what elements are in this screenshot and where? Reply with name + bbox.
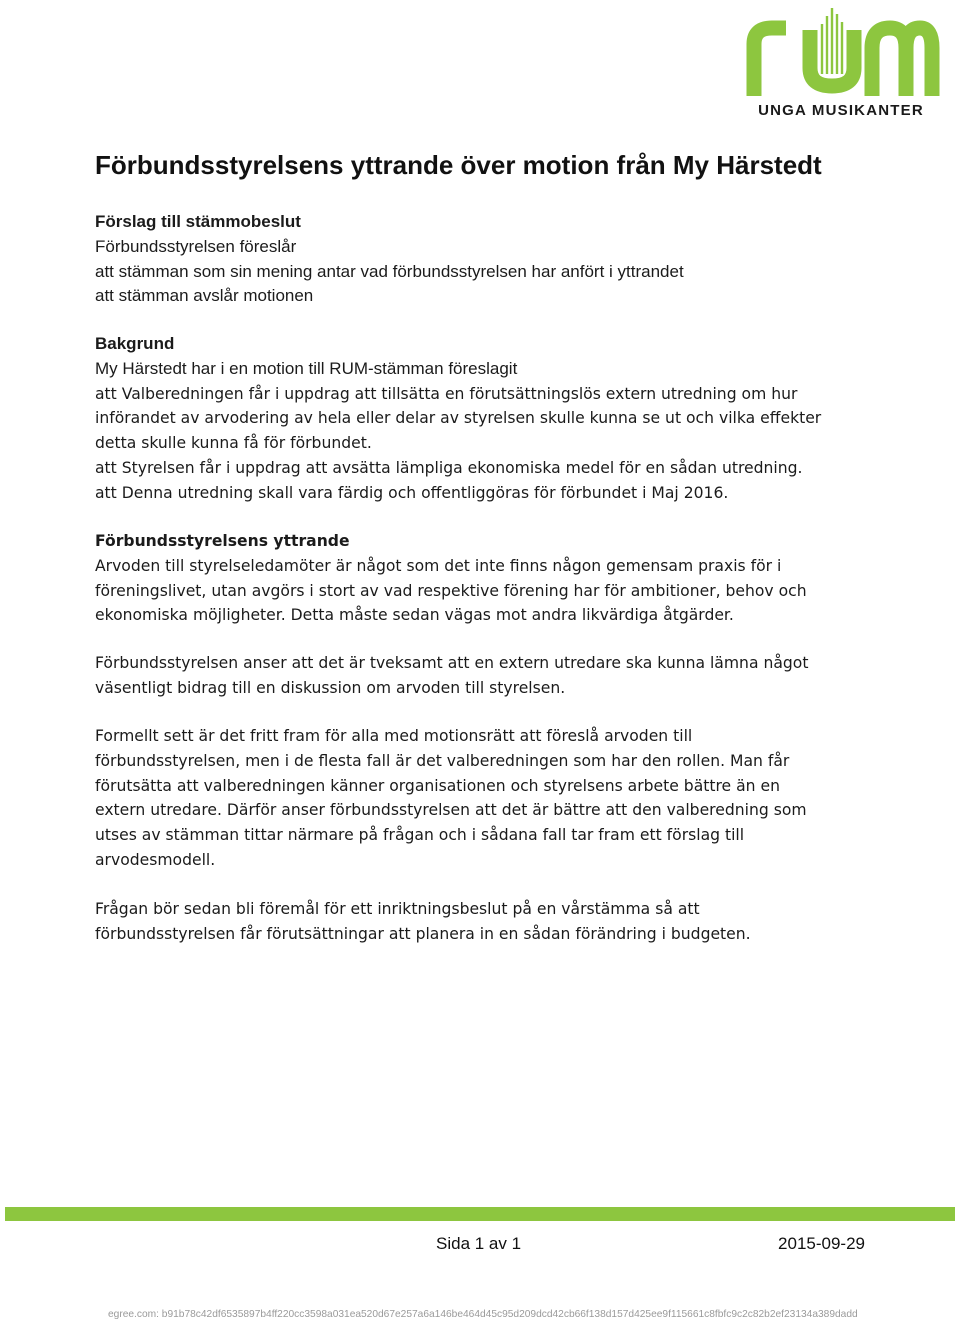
paragraph-line: Förbundsstyrelsen anser att det är tveksamt att en extern utredare ska kunna lämna något [95,654,809,672]
paragraph-external-reviewer [95,651,895,701]
background-line: att Valberedningen får i uppdrag att tillsätta en förutsättningslös extern utredning om hur [95,384,798,403]
background-line: att Styrelsen får i uppdrag att avsätta lämpliga ekonomiska medel för en sådan utredning. [95,458,803,477]
paragraph-line: förbundsstyrelsen får förutsättningar att planera in en sådan förändring i budgeten. [95,924,751,943]
rum-logo-mark [742,4,940,100]
footer-accent-bar [5,1207,955,1221]
document-title: Förbundsstyrelsens yttrande över motion från My Härstedt [95,150,822,180]
statement-line: Arvoden till styrelseledamöter är något som det inte finns någon gemensam praxis för i [95,556,782,575]
statement-line: föreningslivet, utan avgörs i stort av vad respektive förening har för ambitioner, behov och [95,581,807,600]
paragraph-line: extern utredare. Därför anser förbundsstyrelsen att det är bättre att den valberedning som [95,801,807,820]
statement-line: ekonomiska möjligheter. Detta måste sedan vägas mot andra likvärdiga åtgärder. [95,606,734,625]
paragraph-line: förbundsstyrelsen, men i de flesta fall är det valberedningen som har den rollen. Man får [95,751,790,770]
paragraph-line: Formellt sett är det fritt fram för alla med motionsrätt att föreslå arvoden till [95,727,693,745]
proposal-line: att stämman avslår motionen [95,286,314,306]
paragraph-line: Frågan bör sedan bli föremål för ett inriktningsbeslut på en vårstämma så att [95,900,700,918]
paragraph-nomination-committee [95,724,895,873]
proposal-line: Förbundsstyrelsen föreslår [95,236,297,256]
document-date: 2015-09-29 [778,1234,865,1253]
paragraph-line: förutsätta att valberedningen känner organisationen och styrelsens arbete bättre än en [95,776,780,795]
proposal-line: att stämman som sin mening antar vad förbundsstyrelsen har anfört i yttrandet [95,261,684,281]
paragraph-line: väsentligt bidrag till en diskussion om arvoden till styrelsen. [95,678,566,697]
paragraph-line: utses av stämman tittar närmare på frågan och i sådana fall tar fram ett förslag till [95,826,745,845]
page-number: Sida 1 av 1 [436,1234,522,1253]
background-section [95,332,895,506]
background-line: att Denna utredning skall vara färdig och offentliggöras för förbundet i Maj 2016. [95,483,729,502]
proposal-section [95,210,895,309]
paragraph-line: arvodesmodell. [95,850,216,869]
paragraph-policy-decision [95,897,895,947]
proposal-heading: Förslag till stämmobeslut [95,212,301,231]
rum-logo [742,4,940,122]
statement-section [95,529,895,628]
background-line: detta skulle kunna få för förbundet. [95,434,372,453]
statement-heading: Förbundsstyrelsens yttrande [95,532,350,550]
signature-watermark: egree.com: b91b78c42df6535897b4ff220cc3598a031ea520d67e257a6a146be464d45c95d209dcd42cb66f138d157d425ee9f115661c8fbfc9c2c82b2ef23134a389dadd [108,1309,858,1320]
background-heading: Bakgrund [95,334,175,353]
logo-subtitle: UNGA MUSIKANTER [758,102,924,119]
background-intro: My Härstedt har i en motion till RUM-stämman föreslagit [95,358,518,378]
background-line: införandet av arvodering av hela eller delar av styrelsen skulle kunna se ut och vilka effekter [95,409,822,428]
